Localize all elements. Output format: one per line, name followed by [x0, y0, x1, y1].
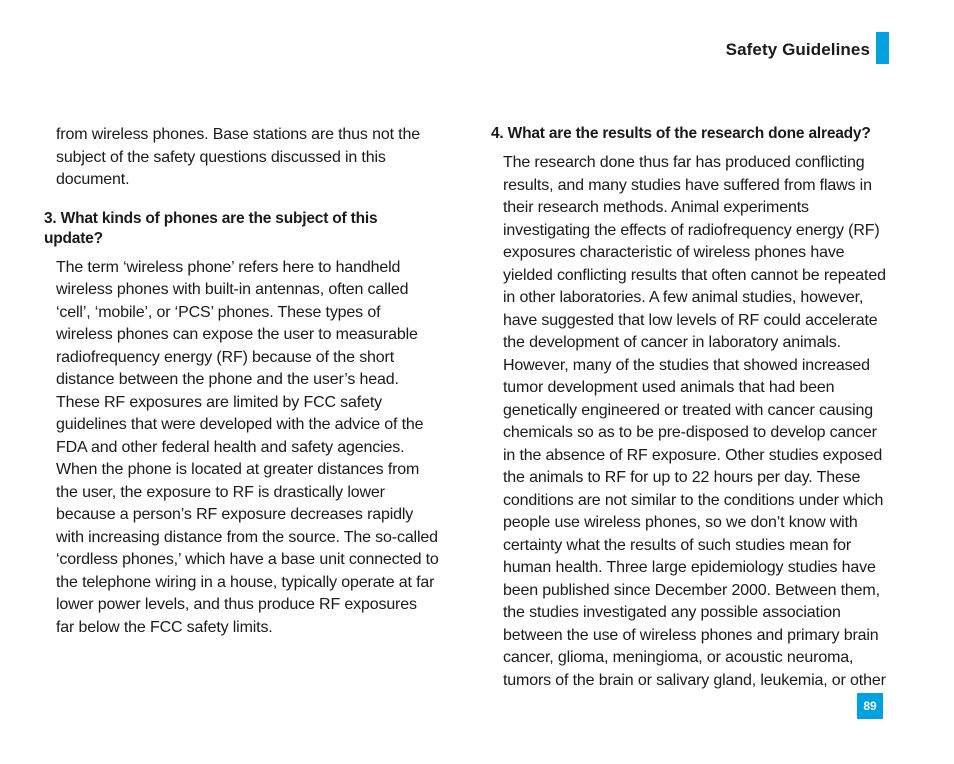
left-column: [44, 124, 439, 639]
right-column: [491, 124, 887, 692]
section-title: Safety Guidelines: [725, 40, 870, 59]
section-accent-bar: [876, 32, 889, 64]
intro-paragraph: from wireless phones. Base stations are thus not the subject of the safety questions discussed in this document.: [56, 126, 420, 188]
question-4-body: The research done thus far has produced conflicting results, and many studies have suffered from flaws in their research methods. Animal experiments investigating the effects of radiofrequency energy (RF) exposures characteristic of wireless phones have yielded conflicting results that often cannot be repeated in other laboratories. A few animal studies, however, have suggested that low levels of RF could accelerate the development of cancer in laboratory animals. However, many of the studies that showed increased tumor development used animals that had been genetically engineered or treated with cancer causing chemicals so as to be pre-disposed to develop cancer in the absence of RF exposure. Other studies exposed the animals to RF for up to 22 hours per day. These conditions are not similar to the conditions under which people use wireless phones, so we don’t know with certainty what the results of such studies mean for human health. Three large epidemiology studies have been published since December 2000. Between them, the studies investigated any possible association between the use of wireless phones and primary brain cancer, glioma, meningioma, or acoustic neuroma, tumors of the brain or salivary gland, leukemia, or other: [503, 154, 886, 689]
question-4-heading: 4. What are the results of the research done already?: [491, 125, 871, 142]
page-number-badge: [857, 693, 883, 719]
page-number: 89: [863, 699, 877, 713]
question-3-body: The term ‘wireless phone’ refers here to handheld wireless phones with built-in antennas, often called ‘cell’, ‘mobile’, or ‘PCS’ phones. These types of wireless phones can expose the user to measurable radiofrequency energy (RF) because of the short distance between the phone and the user’s head. These RF exposures are limited by FCC safety guidelines that were developed with the advice of the FDA and other federal health and safety agencies. When the phone is located at greater distances from the user, the exposure to RF is drastically lower because a person’s RF exposure decreases rapidly with increasing distance from the source. The so-called ‘cordless phones,’ which have a base unit connected to the telephone wiring in a house, typically operate at far lower power levels, and thus produce RF exposures far below the FCC safety limits.: [56, 258, 439, 636]
question-3-heading: 3. What kinds of phones are the subject of this update?: [44, 209, 378, 247]
